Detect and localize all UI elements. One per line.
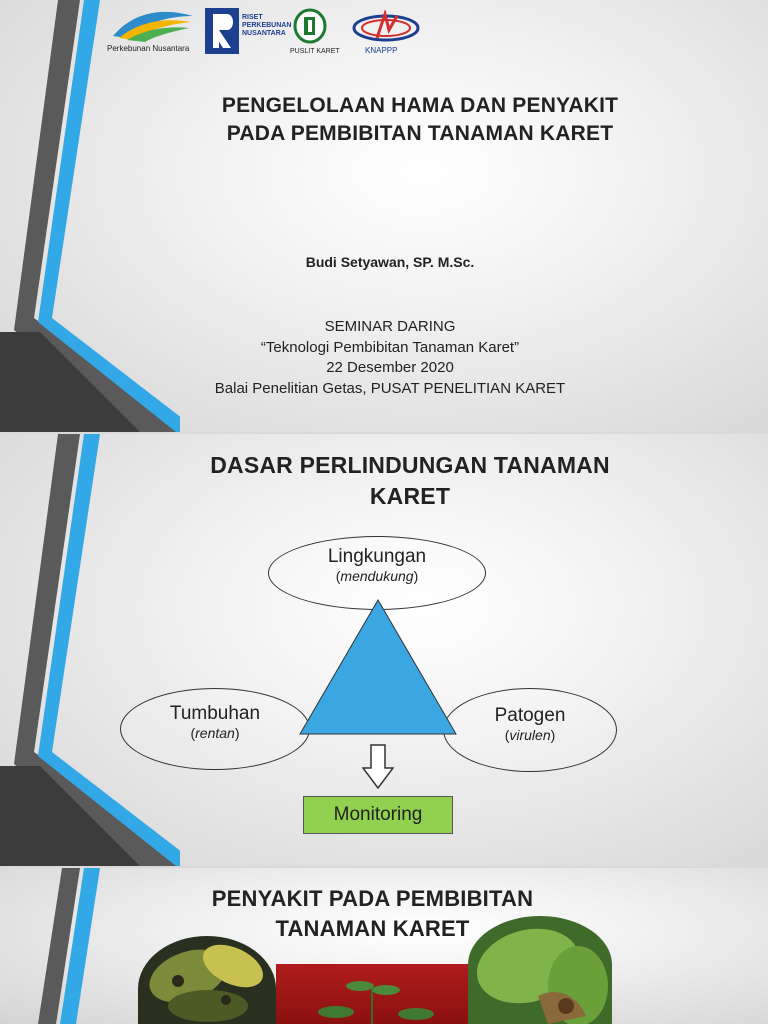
- slide3-title-line2: TANAMAN KARET: [275, 915, 470, 941]
- event-line2: “Teknologi Pembibitan Tanaman Karet”: [260, 338, 520, 356]
- slide2-title-line1: DASAR PERLINDUNGAN TANAMAN: [210, 452, 610, 478]
- rpn-caption-2: PERKEBUNAN: [242, 22, 292, 29]
- slide2-title-line2: KARET: [369, 483, 451, 510]
- down-arrow-icon: [362, 744, 394, 790]
- slide-3: [0, 868, 768, 1024]
- diseased-leaf-photo-left: [138, 936, 276, 1024]
- event-line3: 22 Desember 2020: [326, 359, 454, 377]
- ellipse-lingkungan: Lingkungan (mendukung): [268, 536, 486, 610]
- rpn-logo: [205, 8, 292, 59]
- puslit-karet-logo: [290, 8, 340, 55]
- ptpn-logo: [105, 6, 197, 53]
- event-info: [120, 317, 660, 400]
- slide-2: [0, 434, 768, 866]
- event-line4: Balai Penelitian Getas, PUSAT PENELITIAN KARET: [214, 380, 566, 398]
- ellipse-patogen: Patogen (virulen): [443, 688, 617, 772]
- tumbuhan-label: Tumbuhan: [169, 703, 261, 724]
- puslit-caption: PUSLIT KARET: [290, 48, 340, 55]
- lingkungan-sub: mendukung: [340, 568, 414, 584]
- rpn-caption-1: RISET: [242, 14, 263, 21]
- lingkungan-label: Lingkungan: [327, 546, 427, 567]
- tumbuhan-sub: rentan: [195, 725, 235, 741]
- event-line1: SEMINAR DARING: [324, 318, 456, 335]
- author-name: Budi Setyawan, SP. M.Sc.: [305, 254, 475, 270]
- seedling-photo-center: [276, 964, 468, 1024]
- monitoring-box: Monitoring: [303, 796, 453, 834]
- ellipse-tumbuhan: Tumbuhan (rentan): [120, 688, 310, 770]
- patogen-label: Patogen: [494, 705, 566, 726]
- logo-strip: [105, 6, 435, 60]
- rpn-caption-3: NUSANTARA: [242, 30, 286, 37]
- knappp-logo: [351, 10, 421, 55]
- slide1-title-line1: PENGELOLAAN HAMA DAN PENYAKIT: [221, 94, 619, 117]
- slide3-title-line1: PENYAKIT PADA PEMBIBITAN: [211, 886, 534, 911]
- ptpn-caption: Perkebunan Nusantara: [107, 44, 190, 53]
- slide-1: [0, 0, 768, 432]
- patogen-sub: virulen: [509, 727, 551, 743]
- slide-decoration: [0, 868, 120, 1024]
- slide1-title-line2: PADA PEMBIBITAN TANAMAN KARET: [226, 122, 614, 146]
- diseased-leaf-photo-right: [468, 916, 612, 1024]
- slide1-title: [140, 92, 700, 149]
- knappp-caption: KNAPPP: [365, 46, 398, 55]
